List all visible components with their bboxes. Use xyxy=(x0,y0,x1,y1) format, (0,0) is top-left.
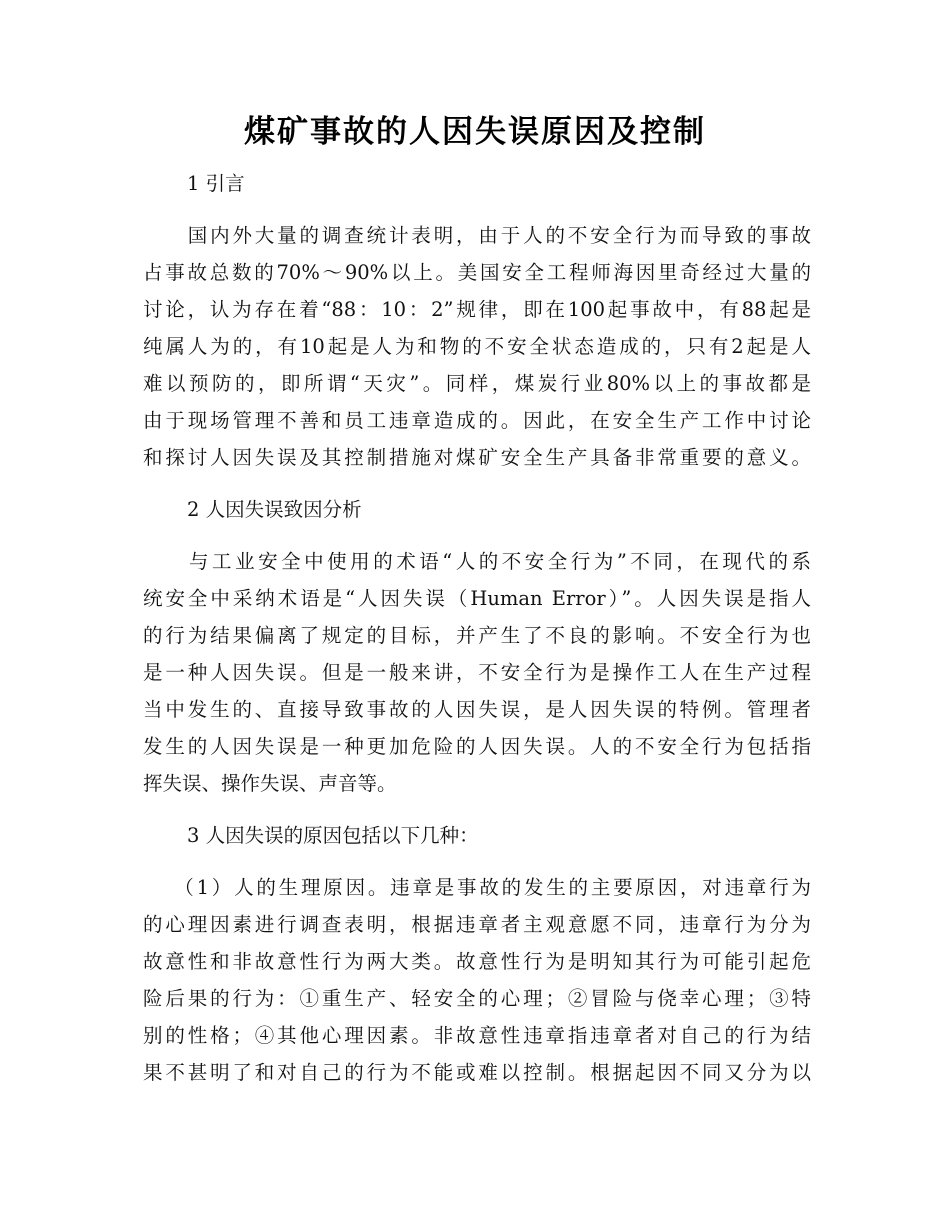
paragraph-line: 和探讨人因失误及其控制措施对煤矿安全生产具备非常重要的意义。 xyxy=(143,446,811,469)
paragraph-line: 由于现场管理不善和员工违章造成的。因此，在安全生产工作中讨论 xyxy=(143,409,811,432)
document-title: 煤矿事故的人因失误原因及控制 xyxy=(244,114,706,150)
paragraph-line: 的心理因素进行调查表明，根据违章者主观意愿不同，违章行为分为 xyxy=(143,913,811,936)
paragraph-line: 占事故总数的70%～90%以上。美国安全工程师海因里奇经过大量的 xyxy=(143,261,811,284)
paragraph-line: （1）人的生理原因。违章是事故的发生的主要原因，对违章行为 xyxy=(143,876,811,899)
paragraph-line: 国内外大量的调查统计表明，由于人的不安全行为而导致的事故 xyxy=(143,224,811,247)
paragraph-line: 发生的人因失误是一种更加危险的人因失误。人的不安全行为包括指 xyxy=(143,735,811,758)
section-paragraph-physiological-reasons xyxy=(143,869,811,1091)
paragraph-line: 统安全中采纳术语是“人因失误（Human Error）”。人因失误是指人 xyxy=(143,587,811,610)
paragraph-line: 是一种人因失误。但是一般来讲，不安全行为是操作工人在生产过程 xyxy=(143,661,811,684)
section-paragraph-introduction xyxy=(143,217,811,476)
paragraph-line: 难以预防的，即所谓“天灾”。同样，煤炭行业80%以上的事故都是 xyxy=(143,372,811,395)
paragraph-line: 果不甚明了和对自己的行为不能或难以控制。根据起因不同又分为以 xyxy=(143,1061,811,1084)
section-heading-introduction: 1 引言 xyxy=(187,172,245,195)
paragraph-line: 讨论，认为存在着“88：10：2”规律，即在100起事故中，有88起是 xyxy=(143,298,811,321)
paragraph-line: 险后果的行为：①重生产、轻安全的心理；②冒险与侥幸心理；③特 xyxy=(143,987,811,1010)
paragraph-line: 当中发生的、直接导致事故的人因失误，是人因失误的特例。管理者 xyxy=(143,698,811,721)
section-paragraph-error-causes xyxy=(143,543,811,802)
paragraph-line: 的行为结果偏离了规定的目标，并产生了不良的影响。不安全行为也 xyxy=(143,624,811,647)
paragraph-line: 与工业安全中使用的术语“人的不安全行为”不同，在现代的系 xyxy=(143,550,811,573)
paragraph-line: 纯属人为的，有10起是人为和物的不安全状态造成的，只有2起是人 xyxy=(143,335,811,358)
section-heading-error-reasons: 3 人因失误的原因包括以下几种： xyxy=(187,824,479,847)
section-heading-error-causes: 2 人因失误致因分析 xyxy=(187,498,362,521)
paragraph-line: 挥失误、操作失误、声音等。 xyxy=(143,772,397,795)
paragraph-line: 故意性和非故意性行为两大类。故意性行为是明知其行为可能引起危 xyxy=(143,950,811,973)
paragraph-line: 别的性格；④其他心理因素。非故意性违章指违章者对自己的行为结 xyxy=(143,1024,811,1047)
